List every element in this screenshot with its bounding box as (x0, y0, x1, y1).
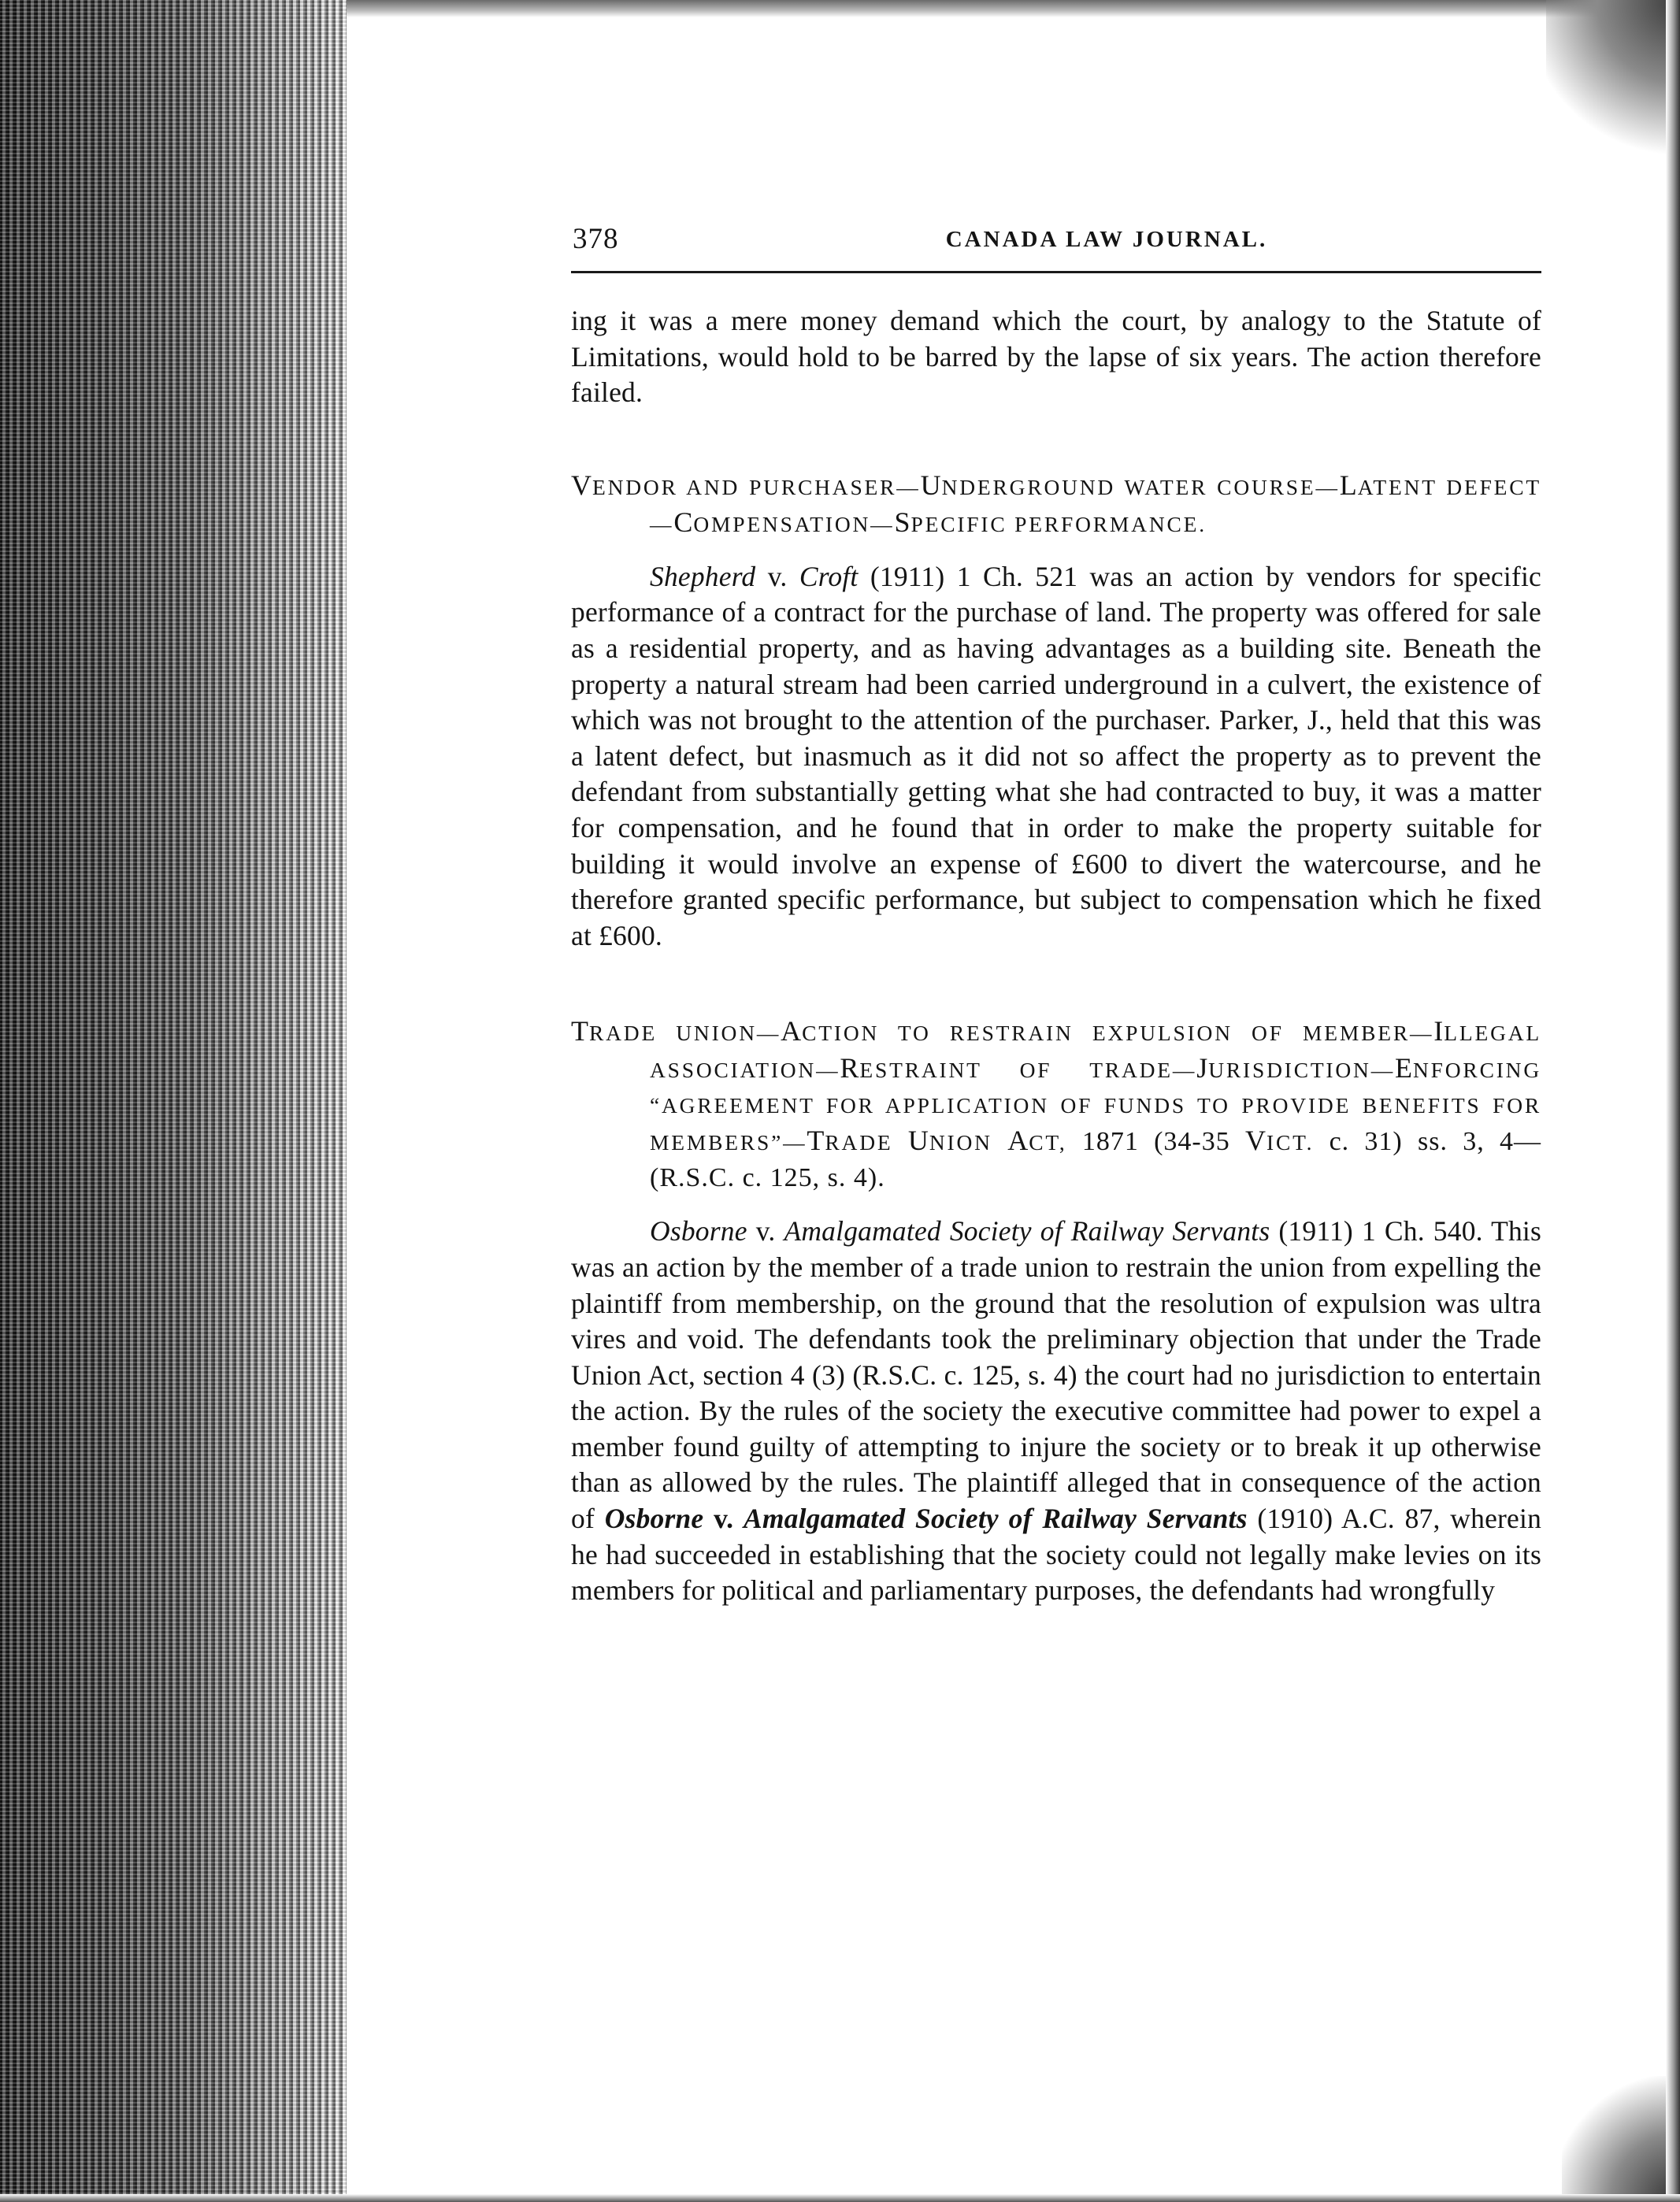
heading-text: RADE (825, 1130, 908, 1155)
heading-initial: C (673, 506, 694, 538)
heading-text: LLEGAL ASSOCIATION— (650, 1021, 1541, 1083)
gutter-scan-noise (0, 0, 347, 2202)
case-paragraph-shepherd-v-croft (571, 559, 1541, 955)
heading-initial: U (920, 469, 942, 501)
heading-text: NDERGROUND WATER COURSE— (941, 474, 1340, 499)
heading-text: ATENT DEFECT— (650, 474, 1541, 536)
heading-initial: T (807, 1125, 825, 1157)
heading-gap (571, 542, 1541, 559)
case-name-party: Osborne (650, 1215, 747, 1247)
heading-initial: V (571, 469, 592, 501)
section-heading-vendor-purchaser (571, 468, 1541, 542)
heading-initial: A (781, 1015, 803, 1047)
heading-text: CTION TO RESTRAIN EXPULSION OF MEMBER— (802, 1021, 1434, 1046)
case-body: (1910) A.C. 87, wherein he had succeeded in establishing that the society could not legally make levies on its members for political and parliamentary purposes, the defendants had wrongfully (571, 1503, 1542, 1607)
case-name-party: Croft (799, 560, 859, 592)
case-name-party: Shepherd (650, 560, 756, 592)
journal-page (571, 213, 1542, 1607)
heading-citation: c. 31) ss. 3, 4—(R.S.C. c. 125, s. 4). (650, 1127, 1541, 1193)
page-top-edge (347, 0, 1680, 17)
page-number: 378 (573, 223, 619, 255)
heading-initial: I (1433, 1015, 1445, 1047)
heading-initial: A (1007, 1125, 1029, 1157)
heading-initial: V (1245, 1125, 1266, 1157)
case-versus: v. (755, 1215, 776, 1247)
heading-text: ICT. (1266, 1130, 1315, 1155)
case-paragraph-osborne (571, 1214, 1541, 1609)
page-content (571, 303, 1541, 1609)
heading-text: RADE UNION— (589, 1021, 781, 1046)
heading-text: URISDICTION— (1208, 1058, 1396, 1083)
header-rule (571, 271, 1541, 273)
case-name-party: Osborne (604, 1503, 704, 1535)
heading-text: CT, (1029, 1130, 1067, 1155)
heading-text: NFORCING “AGREEMENT FOR APPLICATION OF FUNDS TO PROVIDE BENEFITS FOR MEMBERS”— (650, 1058, 1541, 1155)
case-name-party: Amalgamated Society of Railway Servants (743, 1503, 1248, 1535)
heading-text: PECIFIC PERFORMANCE. (910, 511, 1207, 536)
heading-initial: S (894, 506, 911, 538)
page-corner-top-right (1546, 0, 1680, 158)
heading-initial: J (1196, 1052, 1209, 1084)
heading-citation: 1871 (34-35 (1066, 1127, 1245, 1157)
case-body: (1911) 1 Ch. 540. This was an action by the member of a trade union to restrain the union from expelling the plaintiff from membership, on the ground that the resolution of expulsion was ultra vires and void. The defendants took the preliminary objection that under the Trade Union Act, section 4 (3) (R.S.C. c. 125, s. 4) the court had no jurisdiction to entertain the action. By the rules of the society the executive committee had power to expel a member found guilty of attempting to injure the society or to break it up otherwise than as allowed by the rules. The plaintiff alleged that in consequence of the action of (571, 1215, 1542, 1535)
heading-initial: E (1395, 1052, 1414, 1084)
page-right-edge (1666, 0, 1680, 2202)
heading-initial: L (1339, 469, 1358, 501)
heading-text: OMPENSATION— (693, 511, 895, 536)
page-corner-bottom-right (1562, 2076, 1680, 2202)
section-gap (571, 411, 1541, 468)
heading-text: NION (929, 1130, 1008, 1155)
page-header (571, 213, 1540, 268)
heading-initial: U (907, 1125, 929, 1157)
case-versus: v. (767, 560, 788, 592)
heading-text: ENDOR AND PURCHASER— (592, 474, 921, 499)
case-name-party: Amalgamated Society of Railway Servants (784, 1215, 1270, 1247)
heading-initial: R (840, 1052, 860, 1084)
section-heading-trade-union (571, 1014, 1541, 1196)
section-gap (571, 954, 1541, 1014)
heading-gap (571, 1196, 1541, 1214)
page-bottom-edge (0, 2194, 1680, 2202)
running-head: CANADA LAW JOURNAL. (945, 227, 1268, 252)
heading-initial: T (571, 1015, 589, 1047)
case-versus: v. (714, 1503, 734, 1535)
heading-text: ESTRAINT OF TRADE— (859, 1058, 1197, 1083)
continued-paragraph: ing it was a mere money demand which the court, by analogy to the Statute of Limitations, would hold to be barred by the lapse of six years. The action therefore failed. (571, 305, 1541, 409)
case-body: (1911) 1 Ch. 521 was an action by vendors for specific performance of a contract for the purchase of land. The property was offered for sale as a residential property, and as having advantages as a building site. Beneath the property a natural stream had been carried underground in a culvert, the existence of which was not brought to the attention of the purchaser. Parker, J., held that this was a latent defect, but inasmuch as it did not so affect the property as to prevent the defendant from substantially getting what she had contracted to buy, it was a matter for compensation, and he found that in order to make the property suitable for building it would involve an expense of £600 to divert the watercourse, and he therefore granted specific performance, but subject to compensation which he fixed at £600. (571, 560, 1541, 951)
